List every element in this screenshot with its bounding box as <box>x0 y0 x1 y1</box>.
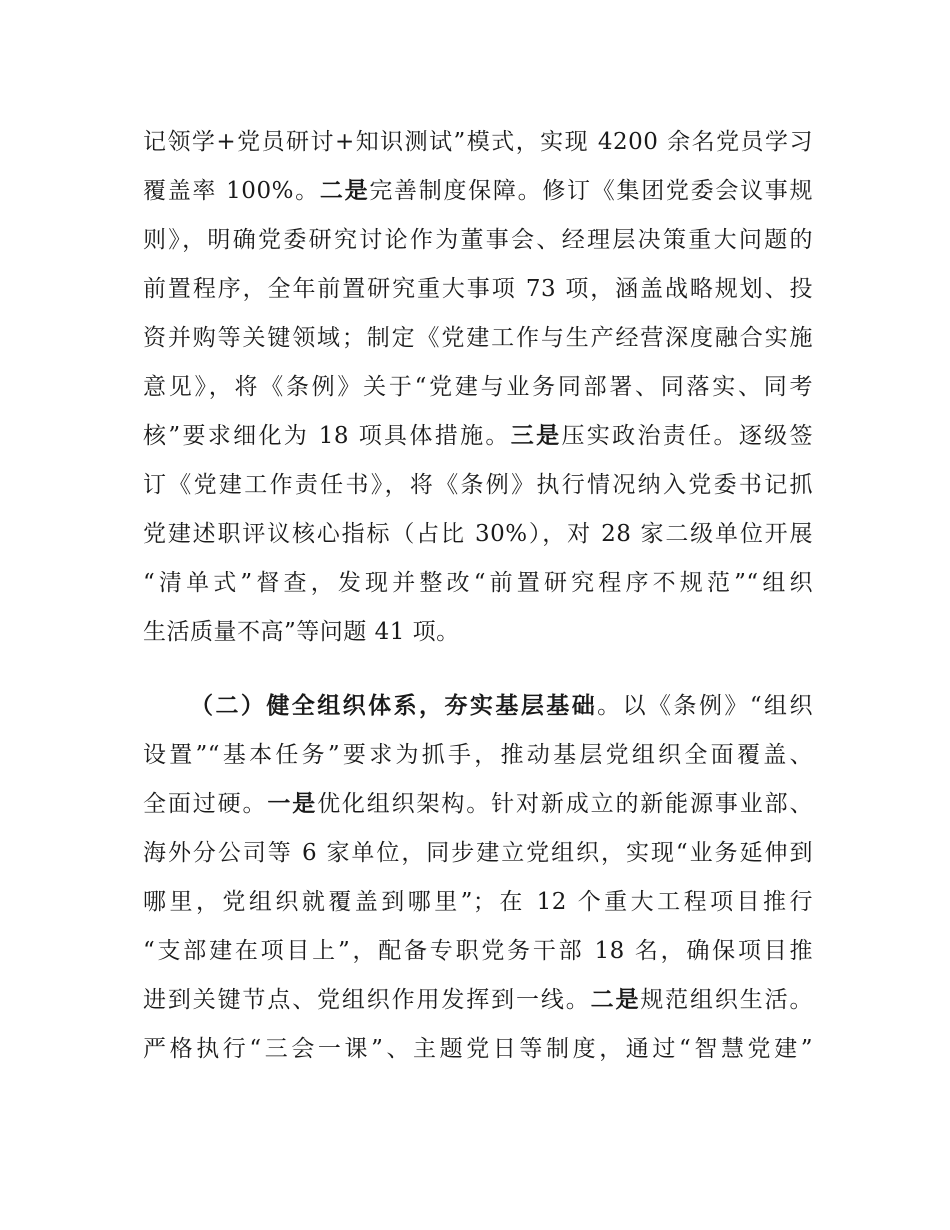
p1-line-5 <box>143 316 813 360</box>
p1-line-9-text: 党建述职评议核心指标（占比 30%），对 28 家二级单位开展 <box>143 521 813 547</box>
p2-line-7-text-a: 进到关键节点、党组织作用发挥到一线。 <box>143 987 591 1013</box>
p1-line-10-text: “清单式”督查，发现并整改“前置研究程序不规范”“组织 <box>143 570 813 596</box>
p1-line-5-text: 资并购等关键领域；制定《党建工作与生产经营深度融合实施 <box>143 325 813 351</box>
p2-line-2 <box>143 733 813 777</box>
p1-line-4 <box>143 267 813 311</box>
p2-line-6-text: “支部建在项目上”，配备专职党务干部 18 名，确保项目推 <box>143 938 813 964</box>
p2-line-1-text-b: 。以《条例》“组织 <box>597 693 813 719</box>
p1-keyword-san-shi: 三是 <box>510 423 562 449</box>
p1-line-7-text-a: 核”要求细化为 18 项具体措施。 <box>143 423 511 449</box>
p2-line-2-text: 设置”“基本任务”要求为抓手，推动基层党组织全面覆盖、 <box>143 742 813 768</box>
p1-line-6 <box>143 365 813 409</box>
p1-line-7-text-c: 压实政治责任。逐级签 <box>561 423 813 449</box>
p1-keyword-er-shi: 二是 <box>319 178 370 204</box>
p2-line-4 <box>143 831 813 875</box>
p1-line-11-text: 生活质量不高”等问题 41 项。 <box>143 619 460 645</box>
p2-line-7 <box>143 978 813 1022</box>
p1-line-4-text: 前置程序，全年前置研究重大事项 73 项，涵盖战略规划、投 <box>143 276 813 302</box>
p1-line-1 <box>143 120 813 164</box>
p2-line-5-text: 哪里，党组织就覆盖到哪里”；在 12 个重大工程项目推行 <box>143 889 813 915</box>
p2-line-1 <box>190 684 813 728</box>
p2-line-8-text: 严格执行“三会一课”、主题党日等制度，通过“智慧党建” <box>143 1036 813 1062</box>
p1-line-1-text: 记领学+党员研讨+知识测试”模式，实现 4200 余名党员学习 <box>143 129 813 155</box>
p1-line-6-text: 意见》，将《条例》关于“党建与业务同部署、同落实、同考 <box>143 374 813 400</box>
p2-keyword-yi-shi: 一是 <box>267 791 318 817</box>
p1-line-9 <box>143 512 813 556</box>
section-heading: （二）健全组织体系，夯实基层基础 <box>190 693 598 719</box>
p2-line-5 <box>143 880 813 924</box>
p1-line-3-text: 则》，明确党委研究讨论作为董事会、经理层决策重大问题的 <box>143 227 813 253</box>
p1-line-8-text: 订《党建工作责任书》，将《条例》执行情况纳入党委书记抓 <box>143 472 813 498</box>
p2-line-4-text: 海外分公司等 6 家单位，同步建立党组织，实现“业务延伸到 <box>143 840 813 866</box>
p1-line-3 <box>143 218 813 262</box>
p1-line-2-text-a: 覆盖率 100%。 <box>143 178 320 204</box>
p2-line-3-text-c: 优化组织架构。针对新成立的新能源事业部、 <box>317 791 814 817</box>
p2-line-3-text-a: 全面过硬。 <box>143 791 268 817</box>
p2-keyword-er-shi: 二是 <box>590 987 641 1013</box>
p2-line-6 <box>143 929 813 973</box>
p2-line-7-text-c: 规范组织生活。 <box>640 987 814 1013</box>
p1-line-2 <box>143 169 813 213</box>
p1-line-11 <box>143 610 813 654</box>
p2-line-3 <box>143 782 813 826</box>
p1-line-10 <box>143 561 813 605</box>
p2-line-8 <box>143 1027 813 1071</box>
p1-line-7 <box>143 414 813 458</box>
p1-line-8 <box>143 463 813 507</box>
p1-line-2-text-c: 完善制度保障。修订《集团党委会议事规 <box>369 178 813 204</box>
